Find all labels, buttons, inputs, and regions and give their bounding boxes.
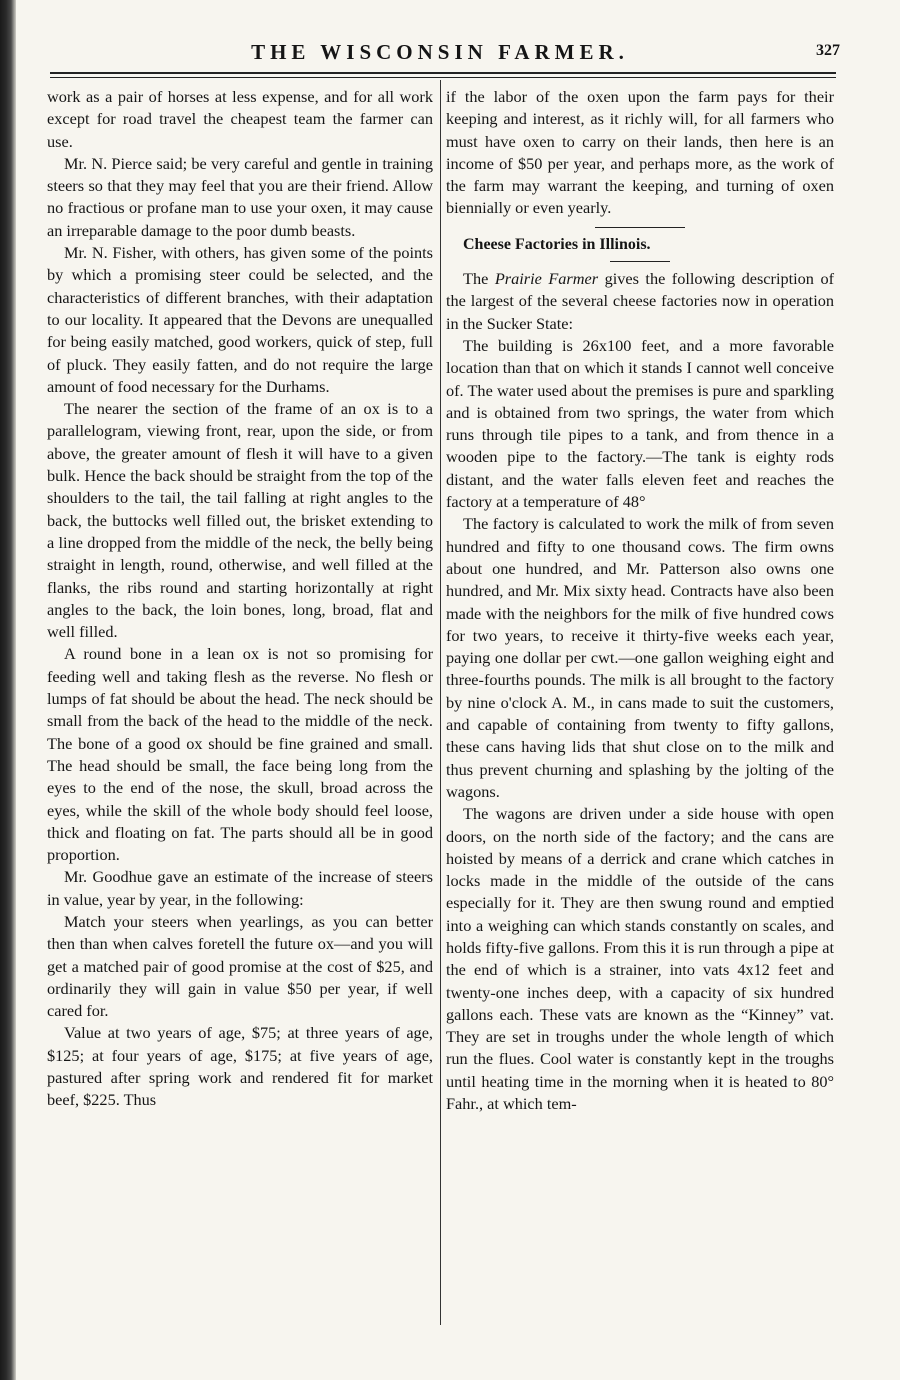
left-column [47, 86, 433, 1112]
header-rule-thick [50, 72, 836, 74]
paragraph: The wagons are driven under a side house with open doors, on the north side of the factory; and the cans are hoisted by means of a derrick and crane which catches in locks made in the middle of the outside of the cans especially for it. They are then swung round and emptied into a weighing can which stands constantly on scales, and holds fifty-five gallons. From this it is run through a pipe at the end of which is a strainer, into vats 4x12 feet and twenty-one inches deep, with a capacity of six hundred gallons each. These vats are known as the “Kinney” vat. They are set in troughs under the whole length of which run the flues. Cool water is constantly kept in the troughs until heating time in the morning when it is heated to 80° Fahr., at which tem- [446, 804, 834, 1114]
paragraph: The building is 26x100 feet, and a more favorable location than that on which it stands I cannot well conceive of. The water used about the premises is pure and sparkling and is obtained from two springs, the water from which runs through tile pipes to a tank, and from thence in a wooden pipe to the factory.—The tank is eighty rods distant, and the water falls eleven feet and reaches the factory at a temperature of 48° [446, 335, 834, 512]
paragraph: Mr. N. Pierce said; be very careful and gentle in training steers so that they may feel that you are their friend. Allow no fractious or profane man to use your oxen, it may cause an irreparable damage to the poor dumb beasts. [47, 153, 433, 240]
page-header [40, 40, 840, 70]
header-rule-thin [50, 77, 836, 78]
right-column [446, 86, 834, 1115]
paragraph: Mr. Goodhue gave an estimate of the increase of steers in value, year by year, in the following: [47, 867, 433, 909]
paragraph: The nearer the section of the frame of an ox is to a parallelogram, viewing front, rear, upon the side, or from above, the greater amount of flesh it will have to a given bulk. Hence the back should be straight from the top of the shoulders to the tail, the tail falling at right angles to the back, the buttocks well filled out, the brisket extending to a line dropped from the middle of the neck, the belly being straight in length, round, otherwise, and well filled at the flanks, the ribs round and starting horizontally at right angles to the back, the loin bones, long, broad, flat and well filled. [47, 399, 433, 642]
paragraph: Value at two years of age, $75; at three years of age, $125; at four years of age, $175; at five years of age, pastured after spring work and rendered fit for market beef, $225. Thus [47, 1023, 433, 1110]
page-binding-edge [0, 0, 16, 1380]
journal-name: Prairie Farmer [494, 269, 599, 289]
page-number: 327 [816, 42, 840, 59]
paragraph: Match your steers when yearlings, as you can better then than when calves foretell the future ox—and you will get a matched pair of good promise at the cost of $25, and ordinarily they will gain in value $50 per year, if well cared for. [47, 911, 433, 1021]
section-heading-underline [610, 261, 670, 262]
column-divider [440, 80, 441, 1325]
paragraph-text: gives the following description of the largest of the several cheese factories now in operation in the Sucker State: [446, 269, 835, 333]
paragraph: if the labor of the oxen upon the farm pays for their keeping and interest, as it richly will, for all farmers who must have oxen to carry on their lands, then here is an income of $50 per year, and perhaps more, as the work of the farm may warrant the keeping, and turning of oxen biennially or even yearly. [446, 87, 834, 218]
paragraph: Mr. N. Fisher, with others, has given some of the points by which a promising steer could be selected, and the characteristics of different branches, with their adaptation to our locality. It appeared that the Devons are unequalled for being easily matched, good workers, quick of step, full of pluck. They easily fatten, and do not require the large amount of food necessary for the Durhams. [47, 243, 433, 396]
running-title: THE WISCONSIN FARMER. [251, 40, 629, 64]
paragraph-journal-intro [446, 268, 834, 335]
section-heading: Cheese Factories in Illinois. [463, 235, 651, 253]
paragraph-lead-text: The [463, 269, 495, 289]
paragraph: The factory is calculated to work the milk of from seven hundred and fifty to one thousand cows. The firm owns about one hundred, and Mr. Patterson also owns one hundred, and Mr. Mix sixty head. Contracts have also been made with the neighbors for the milk of five hundred cows for two years, to receive it thirty-five weeks each year, paying one dollar per cwt.—one gallon weighing eight and three-fourths pounds. The milk is all brought to the factory by nine o'clock A. M., in cans made to suit the customers, and capable of containing from twenty to fifty gallons, these cans having lids that shut close on to the milk and thus prevent churning and splashing by the jolting of the wagons. [446, 514, 834, 801]
section-divider-rule [595, 227, 685, 228]
paragraph: work as a pair of horses at less expense, and for all work except for road travel the cheapest team the farmer can use. [47, 87, 433, 151]
paragraph: A round bone in a lean ox is not so promising for feeding well and taking flesh as the reverse. No flesh or lumps of fat should be about the head. The neck should be small from the back of the head to the middle of the neck. The bone of a good ox should be fine grained and small. The head should be small, the face being long from the eyes to the end of the nose, the skull, broad across the eyes, while the skill of the whole body should feel loose, thick and floating on fat. The parts should all be in good proportion. [47, 644, 433, 865]
